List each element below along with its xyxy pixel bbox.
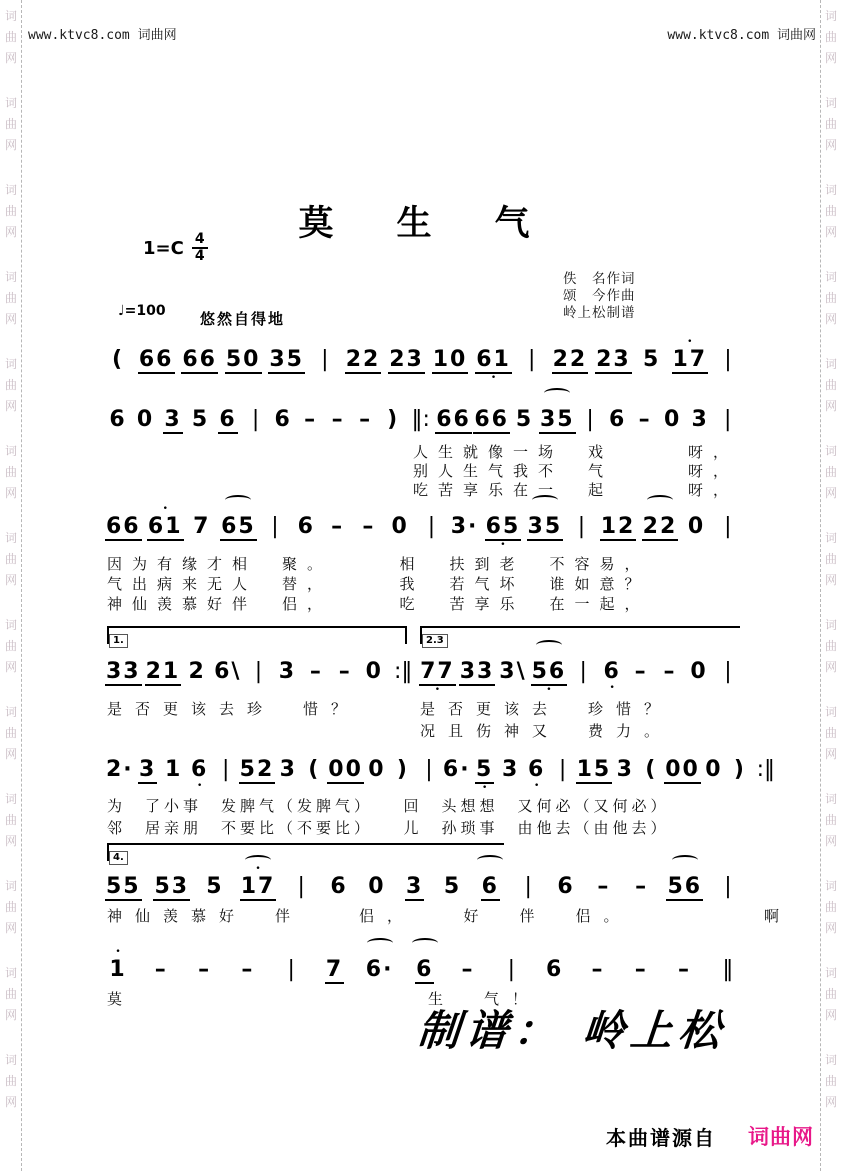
key-signature	[143, 232, 208, 264]
notation-line-4: 33 21 2 6\ | 3 – – 0 :‖ 77 • 33 3\ 56 • | 6 • – – 0 |	[105, 640, 741, 695]
tempo-marking: ♩=100	[118, 303, 166, 319]
colophon-signature: 制谱： 岭上松	[415, 1006, 729, 1055]
lyric-line: 吃苦享乐在一 起 呀，	[413, 481, 739, 499]
notation-line-6: 55 53 5 • 17 | 6 0 3 5 6 | 6 – – 56 |	[105, 855, 741, 910]
lyric-line: 别人生气我不 气 呀，	[413, 462, 739, 480]
notation-line-5: 2· 3 1 6 • | 52 3 ( 00 0 ) | 6· 5 • 3 6 • | 15 3 ( 00 0 ) :‖	[106, 757, 776, 793]
song-title: 莫 生 气	[298, 204, 544, 244]
lyric-line: 神仙羡慕好 伴 侣， 好 伴 侣。 啊	[107, 907, 793, 925]
lyric-line: 生 气！	[428, 990, 541, 1008]
lyric-line: 为 了小事 发脾气（发脾气） 回 头想想 又何必（又何必）	[107, 797, 670, 815]
lyric-line: 气出病来无人 替， 我 若气坏 谁如意？	[107, 575, 650, 593]
lyric-line: 神仙羡慕好伴 侣， 吃 苦享乐 在一起，	[107, 595, 650, 613]
lyric-line: 莫	[107, 990, 136, 1008]
lyric-line: 况且伤神又 费力。	[420, 722, 673, 740]
site-url-left: www.ktvc8.com 词曲网	[28, 28, 177, 43]
meter-fraction	[192, 232, 208, 264]
volta-label-2-3: 2.3	[422, 634, 448, 648]
lyric-line: 人生就像一场 戏 呀，	[413, 443, 739, 461]
notation-line-2: 6 0 3 5 6 | 6 – – – ) ‖: 66 66 5 35 | 6 – 0 3 |	[105, 388, 741, 443]
expression-marking: 悠然自得地	[200, 310, 286, 328]
left-dashed-divider	[21, 0, 22, 1171]
credit-transcriber: 岭上松制谱	[563, 305, 636, 321]
volta-label-1: 1.	[109, 634, 128, 648]
left-watermark-column: 词 曲 网 词 曲 网 词 曲 网 词 曲 网 词 曲 网 词 曲 网 词 曲 网 词 曲 网 词 曲 网 词 曲 网 词 曲 网 词 曲 网 词 曲 网	[4, 9, 17, 1109]
lyric-line: 是否更该去 珍惜？	[420, 700, 673, 718]
credit-composer: 颂 今作曲	[563, 288, 636, 304]
volta-label-4: 4.	[109, 851, 128, 865]
lyric-line: 是否更该去珍 惜？	[107, 700, 360, 718]
footer-source-label: 本曲谱源自	[606, 1126, 716, 1150]
site-url-right: www.ktvc8.com 词曲网	[667, 28, 816, 43]
lyric-line: 因为有缘才相 聚。 相 扶到老 不容易，	[107, 555, 650, 573]
meter-upper: 4	[192, 232, 208, 249]
right-dashed-divider	[820, 0, 821, 1171]
lyric-line: 邻 居亲朋 不要比（不要比） 儿 孙琐事 由他去（由他去）	[107, 819, 670, 837]
footer-brand: 词曲网	[748, 1125, 814, 1149]
notation-line-3: 66 • 61 7 65 | 6 – – 0 | 3· 65 • 35 | 12 22 0 |	[105, 495, 741, 550]
notation-line-7: • 1 – – – | 7 6· 6 – | 6 – – – ‖	[105, 938, 741, 993]
meter-lower: 4	[194, 248, 205, 264]
right-watermark-column: 词 曲 网 词 曲 网 词 曲 网 词 曲 网 词 曲 网 词 曲 网 词 曲 网 词 曲 网 词 曲 网 词 曲 网 词 曲 网 词 曲 网 词 曲 网	[824, 9, 837, 1109]
key-label: 1=C	[143, 237, 184, 259]
credit-lyricist: 佚 名作词	[563, 271, 636, 287]
notation-line-1: ( 66 66 50 35 | 22 23 10 61 • | 22 23 5 • 17 |	[111, 337, 732, 383]
credits-block	[563, 271, 636, 322]
